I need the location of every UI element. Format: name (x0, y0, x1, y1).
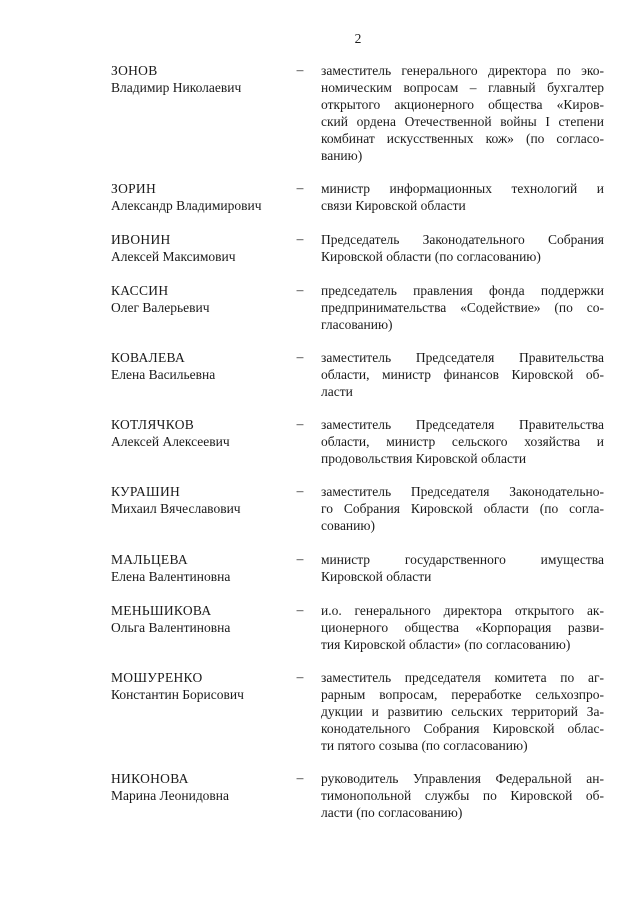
given-names: Марина Леонидовна (111, 788, 230, 803)
position-line: тимонопольной службы по Кировской об- (321, 788, 604, 803)
position-line: заместитель генерального директора по эко- (321, 63, 604, 78)
position-line: ти пятого созыва (по согласованию) (321, 738, 528, 753)
position-line: ванию) (321, 148, 363, 163)
position-line: номическим вопросам – главный бухгалтер (321, 80, 604, 95)
position-line: заместитель Председателя Законодательно- (321, 484, 604, 499)
person-name (111, 349, 289, 383)
dash-separator: – (296, 551, 304, 566)
surname: ИВОНИН (111, 232, 171, 247)
position-line: открытого акционерного общества «Киров- (321, 97, 604, 112)
given-names: Александр Владимирович (111, 198, 262, 213)
surname: ЗОНОВ (111, 63, 158, 78)
surname: КАССИН (111, 283, 169, 298)
position-line: руководитель Управления Федеральной ан- (321, 771, 604, 786)
surname: ЗОРИН (111, 181, 157, 196)
list-item (0, 551, 640, 584)
position-description (321, 416, 604, 467)
person-name (111, 62, 289, 96)
list-item (0, 180, 640, 213)
surname: КОВАЛЕВА (111, 350, 186, 365)
position-description (321, 669, 604, 754)
given-names: Алексей Алексеевич (111, 434, 230, 449)
surname: МЕНЬШИКОВА (111, 603, 212, 618)
position-description (321, 62, 604, 164)
given-names: Ольга Валентиновна (111, 620, 231, 635)
page-number: 2 (354, 31, 362, 46)
given-names: Елена Валентиновна (111, 569, 231, 584)
position-line: предпринимательства «Содействие» (по со- (321, 300, 604, 315)
position-description (321, 483, 604, 534)
dash-separator: – (296, 483, 304, 498)
position-line: сованию) (321, 518, 375, 533)
dash-separator: – (296, 669, 304, 684)
dash-separator: – (296, 349, 304, 364)
position-line: дукции и развитию сельских территорий За- (321, 704, 604, 719)
dash-separator: – (296, 62, 304, 77)
position-line: связи Кировской области (321, 198, 466, 213)
position-line: ционерного общества «Корпорация разви- (321, 620, 604, 635)
dash-separator: – (296, 770, 304, 785)
surname: КОТЛЯЧКОВ (111, 417, 195, 432)
position-line: конодательного Собрания Кировской облас- (321, 721, 604, 736)
position-line: министр государственного имущества (321, 552, 604, 567)
given-names: Владимир Николаевич (111, 80, 242, 95)
dash-separator: – (296, 231, 304, 246)
given-names: Константин Борисович (111, 687, 244, 702)
position-line: области, министр финансов Кировской об- (321, 367, 604, 382)
list-item (0, 416, 640, 466)
list-item (0, 602, 640, 652)
person-name (111, 180, 289, 214)
person-name (111, 770, 289, 804)
position-line: председатель правления фонда поддержки (321, 283, 604, 298)
position-line: ский ордена Отечественной войны I степени (321, 114, 604, 129)
list-item (0, 231, 640, 264)
position-line: заместитель Председателя Правительства (321, 417, 604, 432)
list-item (0, 669, 640, 753)
position-line: Председатель Законодательного Собрания (321, 232, 604, 247)
position-description (321, 282, 604, 333)
person-name (111, 231, 289, 265)
position-line: гласованию) (321, 317, 393, 332)
position-line: тия Кировской области» (по согласованию) (321, 637, 571, 652)
surname: МОШУРЕНКО (111, 670, 203, 685)
person-name (111, 483, 289, 517)
position-line: Кировской области (по согласованию) (321, 249, 541, 264)
surname: НИКОНОВА (111, 771, 189, 786)
person-name (111, 669, 289, 703)
position-line: комбинат искусственных кож» (по согласо- (321, 131, 604, 146)
given-names: Олег Валерьевич (111, 300, 210, 315)
position-line: министр информационных технологий и (321, 181, 604, 196)
position-line: го Собрания Кировской области (по согла- (321, 501, 604, 516)
position-line: Кировской области (321, 569, 432, 584)
position-description (321, 602, 604, 653)
surname: КУРАШИН (111, 484, 181, 499)
list-item (0, 483, 640, 533)
dash-separator: – (296, 180, 304, 195)
position-line: рарным вопросам, переработке сельхозпро- (321, 687, 604, 702)
person-name (111, 551, 289, 585)
position-line: ласти (по согласованию) (321, 805, 463, 820)
surname: МАЛЬЦЕВА (111, 552, 188, 567)
list-item (0, 62, 640, 163)
given-names: Елена Васильевна (111, 367, 216, 382)
person-name (111, 282, 289, 316)
dash-separator: – (296, 602, 304, 617)
position-description (321, 349, 604, 400)
list-item (0, 349, 640, 399)
position-line: и.о. генерального директора открытого ак- (321, 603, 604, 618)
list-item (0, 282, 640, 332)
given-names: Алексей Максимович (111, 249, 236, 264)
position-line: области, министр сельского хозяйства и (321, 434, 604, 449)
position-description (321, 551, 604, 585)
person-name (111, 416, 289, 450)
position-description (321, 180, 604, 214)
position-line: продовольствия Кировской области (321, 451, 527, 466)
position-description (321, 231, 604, 265)
position-line: заместитель председателя комитета по аг- (321, 670, 604, 685)
position-line: заместитель Председателя Правительства (321, 350, 604, 365)
dash-separator: – (296, 282, 304, 297)
given-names: Михаил Вячеславович (111, 501, 241, 516)
list-item (0, 770, 640, 820)
position-description (321, 770, 604, 821)
dash-separator: – (296, 416, 304, 431)
person-name (111, 602, 289, 636)
position-line: ласти (321, 384, 353, 399)
